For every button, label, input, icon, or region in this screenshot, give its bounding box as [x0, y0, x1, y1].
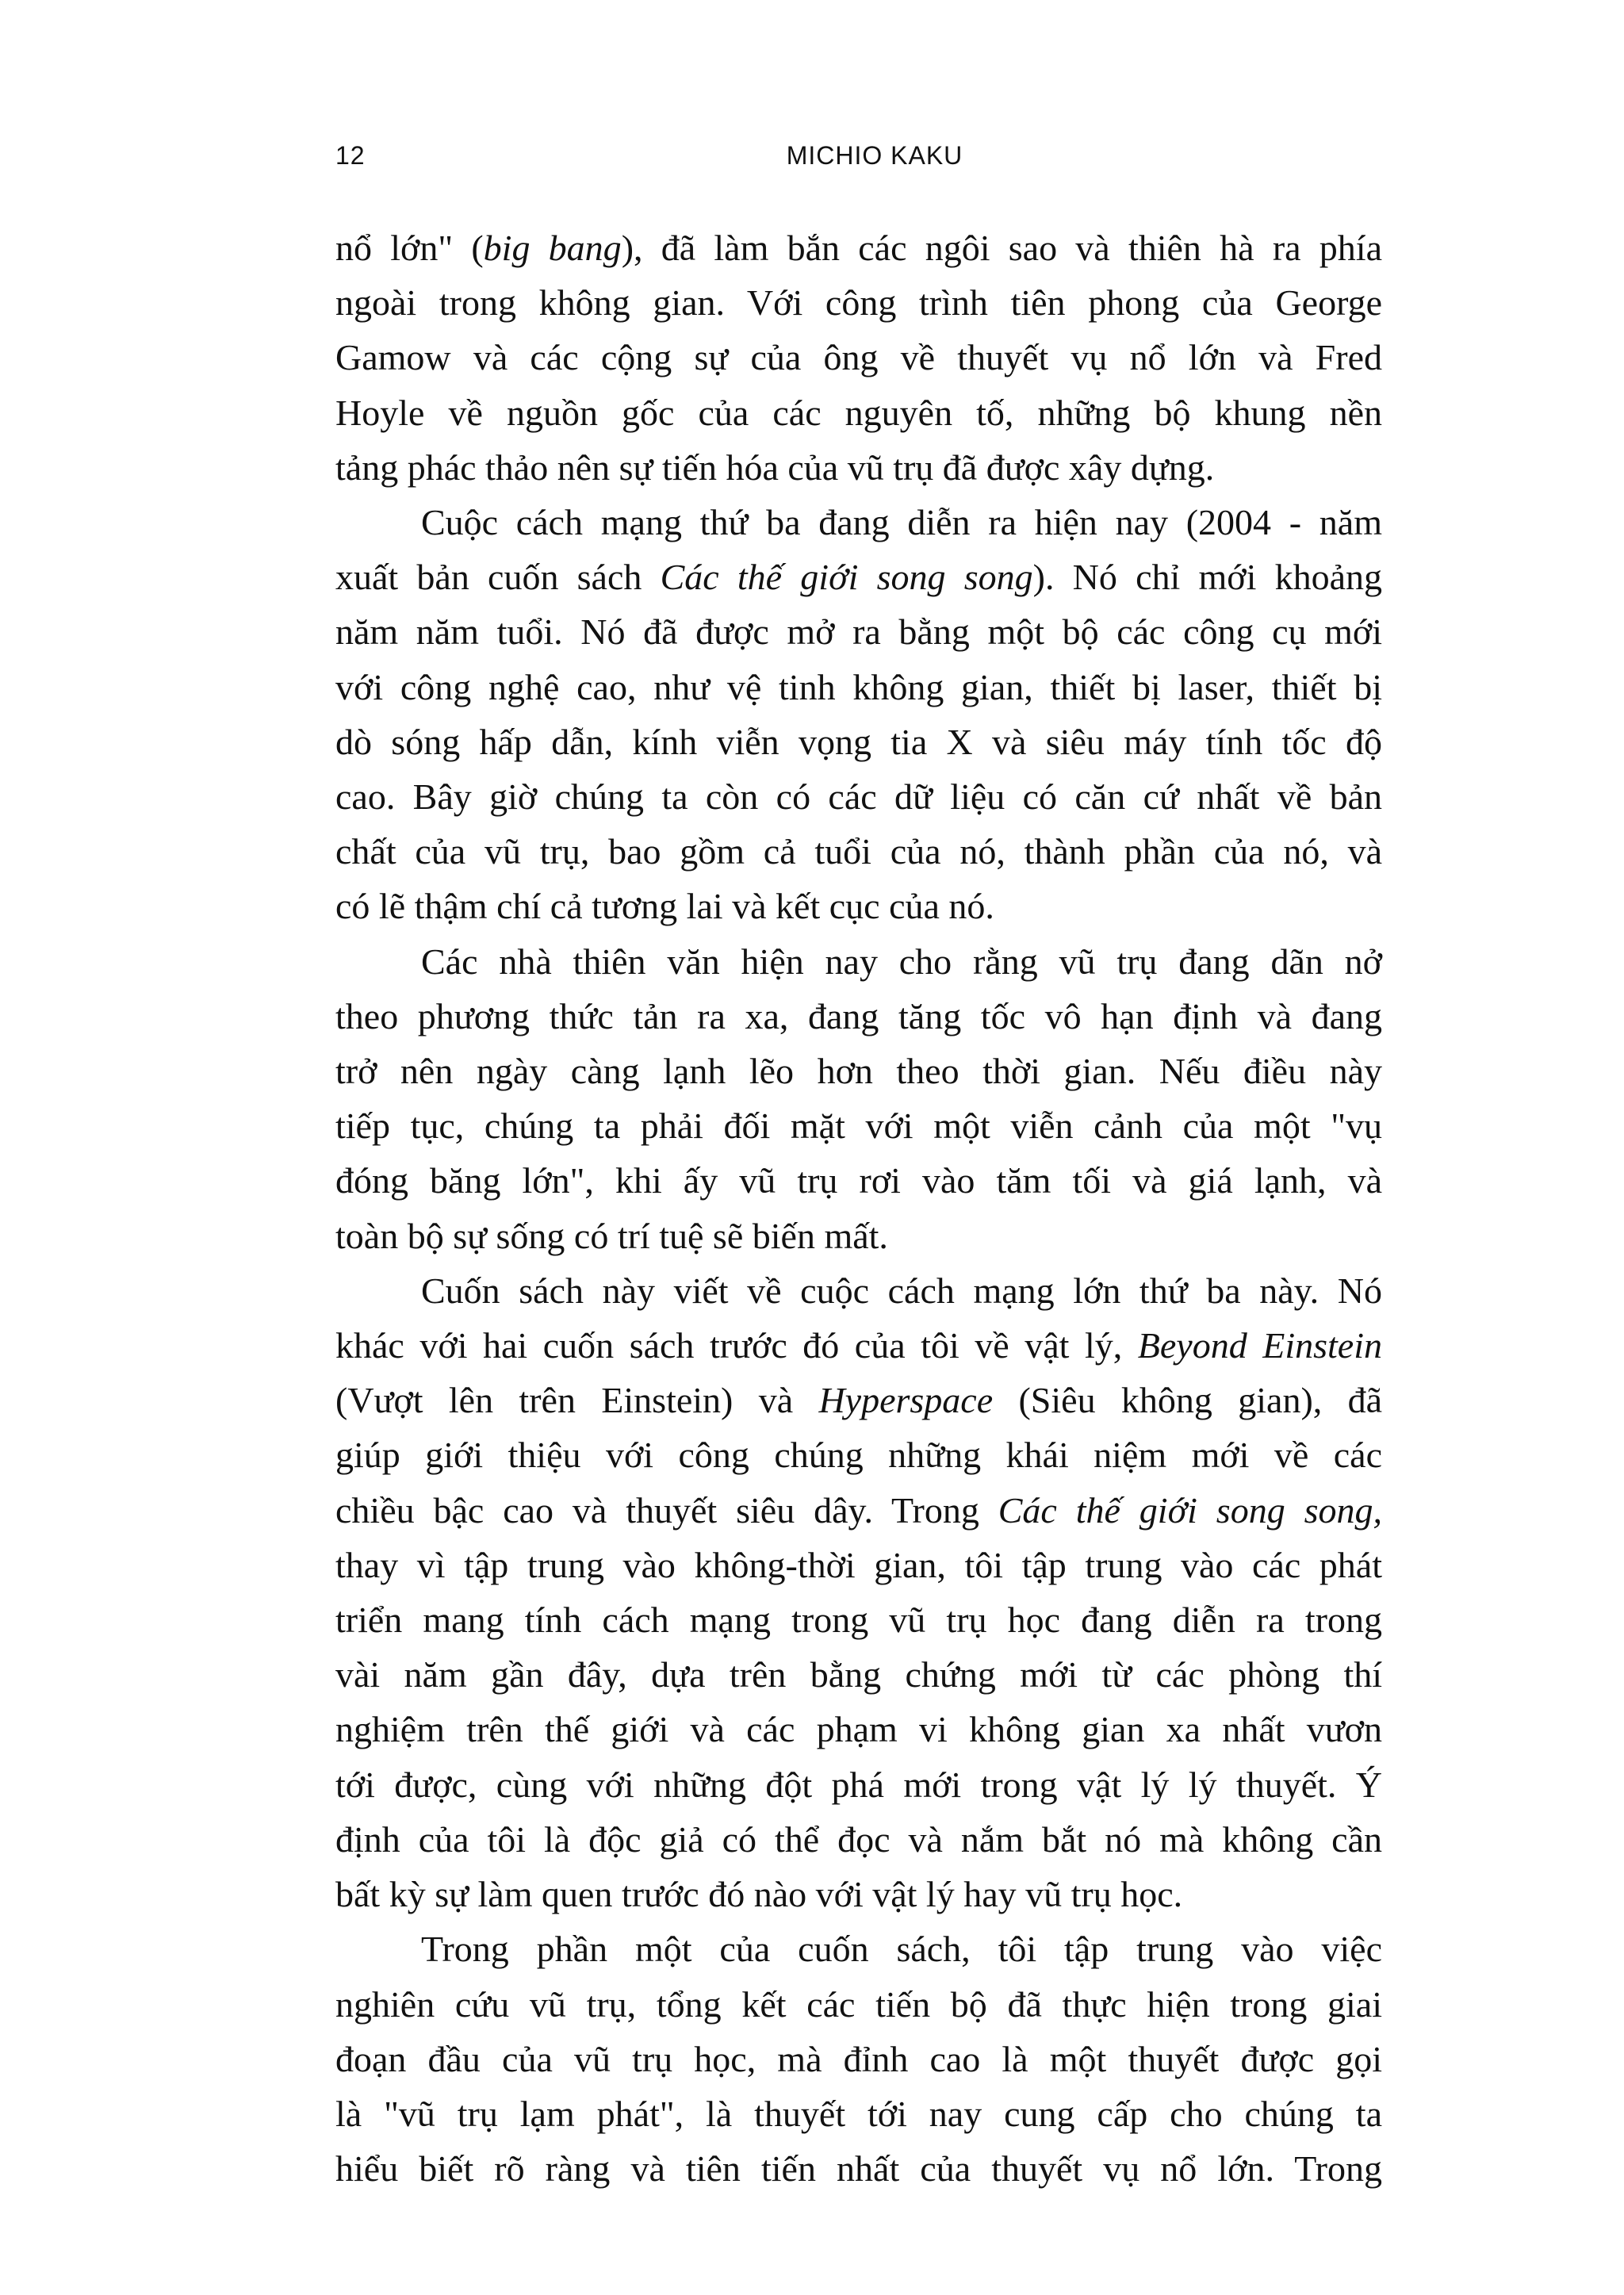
text-line — [335, 769, 1382, 824]
text-line — [335, 2086, 1382, 2141]
text-run: tảng phác thảo nên sự tiến hóa của vũ trụ đã được xây dựng. — [335, 446, 1215, 488]
text-line — [335, 2032, 1382, 2086]
text-line — [335, 330, 1382, 385]
text-run: với công nghệ cao, như vệ tinh không gian, thiết bị laser, thiết bị — [335, 666, 1382, 707]
text-line — [335, 715, 1382, 769]
text-run: năm năm tuổi. Nó đã được mở ra bằng một bộ các công cụ mới — [335, 611, 1382, 653]
text-line — [335, 1098, 1382, 1153]
text-line — [335, 1263, 1382, 1318]
paragraph — [335, 934, 1382, 1263]
text-line — [335, 1812, 1382, 1867]
italic-title: Beyond Einstein — [1137, 1325, 1382, 1366]
text-run: khác với hai cuốn sách trước đó của tôi về vật lý, — [335, 1325, 1138, 1366]
italic-title: Hyperspace — [818, 1380, 994, 1421]
text-run: triển mang tính cách mạng trong vũ trụ học đang diễn ra trong — [335, 1600, 1382, 1641]
italic-title: Các thế giới song song, — [998, 1489, 1382, 1531]
text-line — [335, 1373, 1382, 1427]
text-line — [335, 495, 1382, 550]
text-run: nghiên cứu vũ trụ, tổng kết các tiến bộ đã thực hiện trong giai — [335, 1983, 1382, 2025]
text-run: dò sóng hấp dẫn, kính viễn vọng tia X và siêu máy tính tốc độ — [335, 721, 1382, 762]
italic-title: big bang — [483, 228, 622, 268]
italic-title: Các thế giới song song — [660, 557, 1033, 598]
text-run: chiều bậc cao và thuyết siêu dây. Trong — [335, 1489, 998, 1531]
text-run: định của tôi là độc giả có thể đọc và nắm bắt nó mà không cần — [335, 1818, 1382, 1860]
text-run: (Vượt lên trên Einstein) và — [335, 1380, 819, 1421]
text-run: Hoyle về nguồn gốc của các nguyên tố, những bộ khung nền — [335, 392, 1382, 433]
text-line — [335, 220, 1382, 275]
text-line — [335, 879, 1382, 933]
text-run: nghiệm trên thế giới và các phạm vi không gian xa nhất vươn — [335, 1709, 1382, 1750]
page-number: 12 — [335, 141, 366, 170]
text-line — [335, 275, 1382, 330]
text-run: Trong phần một của cuốn sách, tôi tập trung vào việc — [421, 1929, 1382, 1970]
text-run: nổ lớn" ( — [335, 228, 484, 268]
text-run: tiếp tục, chúng ta phải đối mặt với một viễn cảnh của một "vụ — [335, 1105, 1382, 1147]
text-run: ngoài trong không gian. Với công trình tiên phong của George — [335, 282, 1382, 324]
text-run: Cuốn sách này viết về cuộc cách mạng lớn thứ ba này. Nó — [421, 1270, 1382, 1311]
text-line — [335, 1757, 1382, 1812]
text-run: Gamow và các cộng sự của ông về thuyết vụ nổ lớn và Fred — [335, 337, 1382, 378]
page-header — [335, 141, 1382, 186]
text-line — [335, 1318, 1382, 1373]
text-run: theo phương thức tản ra xa, đang tăng tốc vô hạn định và đang — [335, 995, 1382, 1036]
paragraph — [335, 1921, 1382, 2196]
text-run: chất của vũ trụ, bao gồm cả tuổi của nó, thành phần của nó, và — [335, 831, 1382, 872]
text-line — [335, 989, 1382, 1044]
text-line — [335, 1044, 1382, 1098]
text-line — [335, 1921, 1382, 1976]
paragraph — [335, 1263, 1382, 1921]
text-line — [335, 1153, 1382, 1208]
text-run: Cuộc cách mạng thứ ba đang diễn ra hiện nay (2004 - năm — [421, 502, 1382, 543]
text-line — [335, 660, 1382, 715]
body-text — [335, 220, 1382, 2196]
text-run: có lẽ thậm chí cả tương lai và kết cục của nó. — [335, 886, 994, 927]
text-run: trở nên ngày càng lạnh lẽo hơn theo thời gian. Nếu điều này — [335, 1051, 1382, 1092]
text-line — [335, 550, 1382, 604]
text-line — [335, 824, 1382, 879]
text-run: thay vì tập trung vào không-thời gian, tôi tập trung vào các phát — [335, 1544, 1382, 1585]
text-line — [335, 385, 1382, 440]
text-run: ), đã làm bắn các ngôi sao và thiên hà ra phía — [621, 228, 1382, 268]
text-line — [335, 604, 1382, 659]
text-line — [335, 1647, 1382, 1702]
text-line — [335, 1702, 1382, 1757]
text-line — [335, 1209, 1382, 1263]
text-run: tới được, cùng với những đột phá mới trong vật lý lý thuyết. Ý — [335, 1764, 1382, 1805]
paragraph — [335, 220, 1382, 495]
text-line — [335, 1867, 1382, 1921]
text-run: vài năm gần đây, dựa trên bằng chứng mới từ các phòng thí — [335, 1654, 1382, 1695]
text-run: đoạn đầu của vũ trụ học, mà đỉnh cao là một thuyết được gọi — [335, 2038, 1382, 2079]
text-run: đóng băng lớn", khi ấy vũ trụ rơi vào tăm tối và giá lạnh, và — [335, 1160, 1382, 1201]
text-line — [335, 1483, 1382, 1538]
text-run: xuất bản cuốn sách — [335, 557, 661, 598]
text-run: là "vũ trụ lạm phát", là thuyết tới nay cung cấp cho chúng ta — [335, 2093, 1382, 2134]
text-run: ). Nó chỉ mới khoảng — [1032, 557, 1382, 598]
text-run: toàn bộ sự sống có trí tuệ sẽ biến mất. — [335, 1215, 888, 1256]
text-line — [335, 1427, 1382, 1482]
text-run: cao. Bây giờ chúng ta còn có các dữ liệu có căn cứ nhất về bản — [335, 776, 1382, 818]
running-head: MICHIO KAKU — [786, 141, 963, 170]
text-run: giúp giới thiệu với công chúng những khái niệm mới về các — [335, 1435, 1382, 1476]
text-line — [335, 1538, 1382, 1592]
text-run: (Siêu không gian), đã — [993, 1380, 1383, 1421]
text-line — [335, 440, 1382, 495]
text-line — [335, 1977, 1382, 2032]
text-run: hiểu biết rõ ràng và tiên tiến nhất của thuyết vụ nổ lớn. Trong — [335, 2148, 1382, 2190]
text-line — [335, 1592, 1382, 1647]
text-run: Các nhà thiên văn hiện nay cho rằng vũ trụ đang dãn nở — [421, 941, 1382, 982]
text-line — [335, 2141, 1382, 2196]
text-run: bất kỳ sự làm quen trước đó nào với vật lý hay vũ trụ học. — [335, 1874, 1183, 1915]
text-line — [335, 934, 1382, 989]
paragraph — [335, 495, 1382, 934]
